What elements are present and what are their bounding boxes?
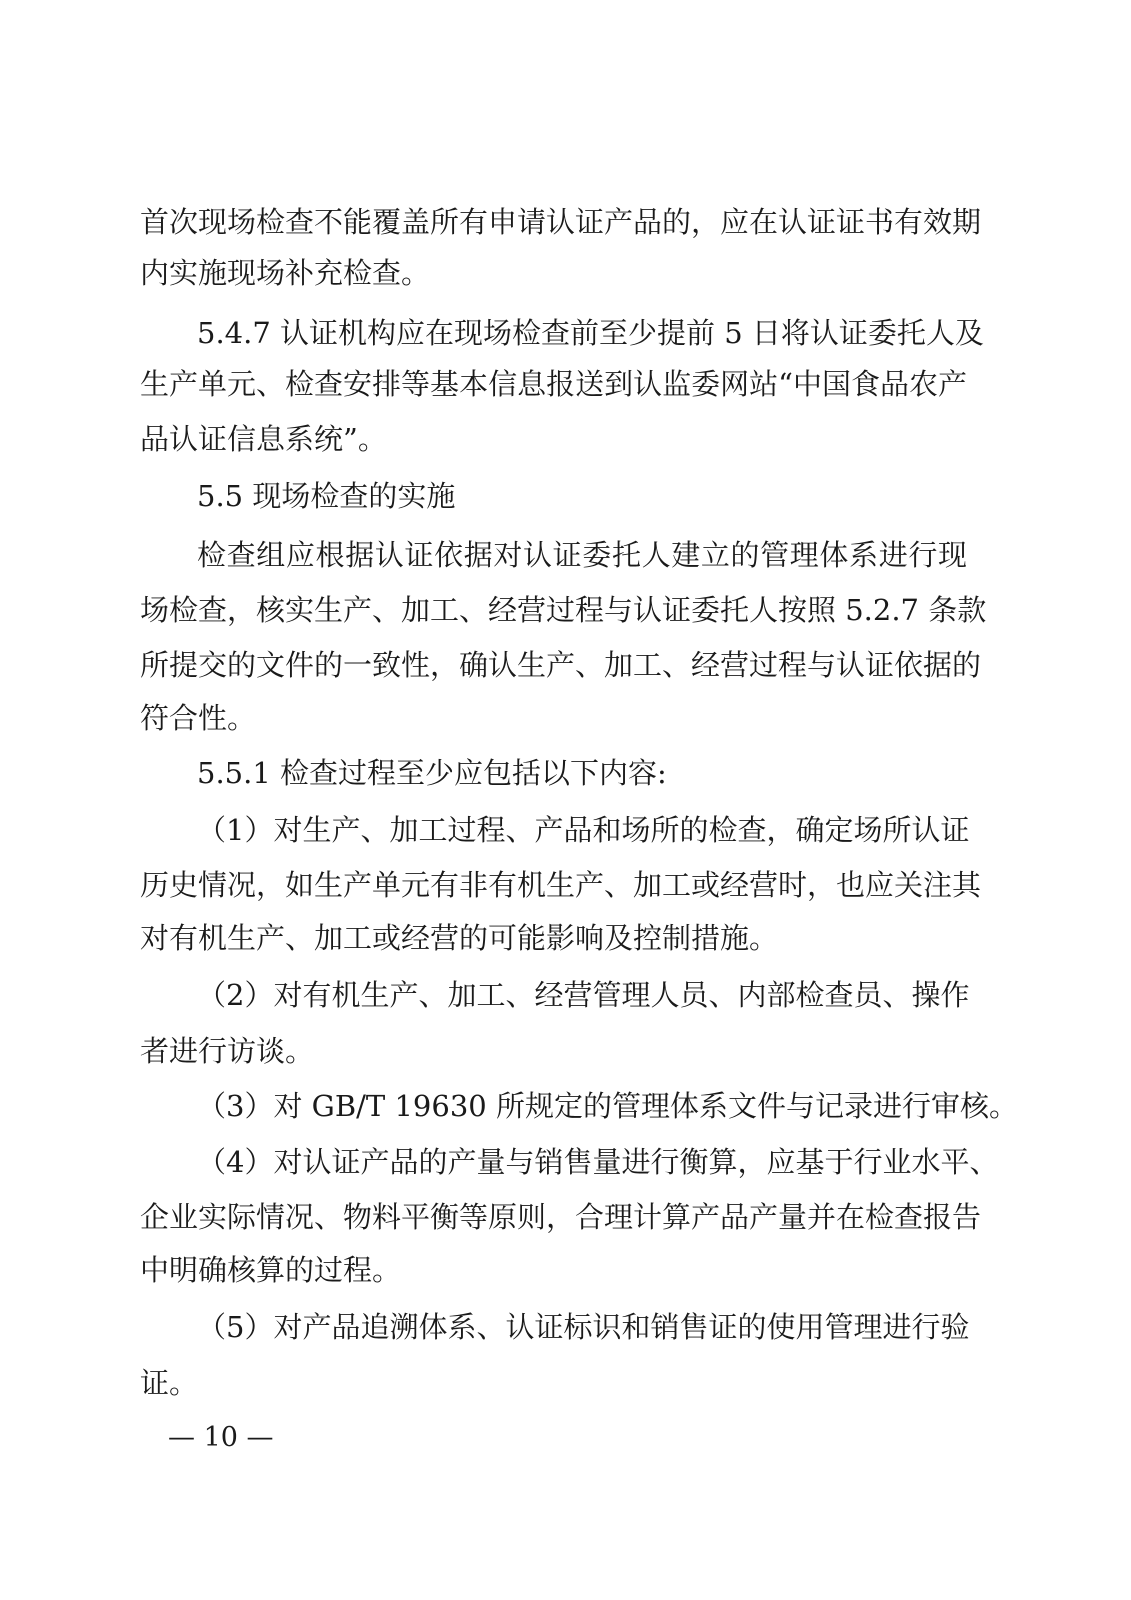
p3-line-3: 所提交的文件的一致性，确认生产、加工、经营过程与认证依据的 [140, 648, 982, 682]
p3-line-1: 检查组应根据认证依据对认证委托人建立的管理体系进行现 [197, 538, 967, 572]
p6-line-2: 者进行访谈。 [140, 1034, 315, 1068]
p9-line-1: （5）对产品追溯体系、认证标识和销售证的使用管理进行验 [197, 1310, 970, 1344]
p4-line-1: 5.5.1 检查过程至少应包括以下内容: [197, 756, 667, 790]
p8-line-1: （4）对认证产品的产量与销售量进行衡算，应基于行业水平、 [197, 1145, 999, 1179]
p6-line-1: （2）对有机生产、加工、经营管理人员、内部检查员、操作 [197, 978, 970, 1012]
p3-line-2: 场检查，核实生产、加工、经营过程与认证委托人按照 5.2.7 条款 [140, 593, 987, 627]
p3-line-4: 符合性。 [140, 701, 257, 735]
p5-line-3: 对有机生产、加工或经营的可能影响及控制措施。 [140, 921, 779, 955]
p2-line-2: 生产单元、检查安排等基本信息报送到认监委网站“中国食品农产 [140, 367, 967, 401]
p9-line-2: 证。 [140, 1366, 199, 1400]
p1-line-1: 首次现场检查不能覆盖所有申请认证产品的，应在认证证书有效期 [140, 205, 982, 239]
p2-line-1: 5.4.7 认证机构应在现场检查前至少提前 5 日将认证委托人及 [197, 316, 984, 350]
p5-line-1: （1）对生产、加工过程、产品和场所的检查，确定场所认证 [197, 813, 970, 847]
page-number: — 10 — [168, 1422, 274, 1453]
p7-line-1: （3）对 GB/T 19630 所规定的管理体系文件与记录进行审核。 [197, 1089, 1018, 1123]
p5-line-2: 历史情况，如生产单元有非有机生产、加工或经营时，也应关注其 [140, 868, 982, 902]
section-heading-5-5: 5.5 现场检查的实施 [197, 479, 456, 513]
p2-line-3: 品认证信息系统”。 [140, 422, 387, 456]
p8-line-3: 中明确核算的过程。 [140, 1253, 402, 1287]
p1-line-2: 内实施现场补充检查。 [140, 256, 431, 290]
p8-line-2: 企业实际情况、物料平衡等原则，合理计算产品产量并在检查报告 [140, 1200, 982, 1234]
